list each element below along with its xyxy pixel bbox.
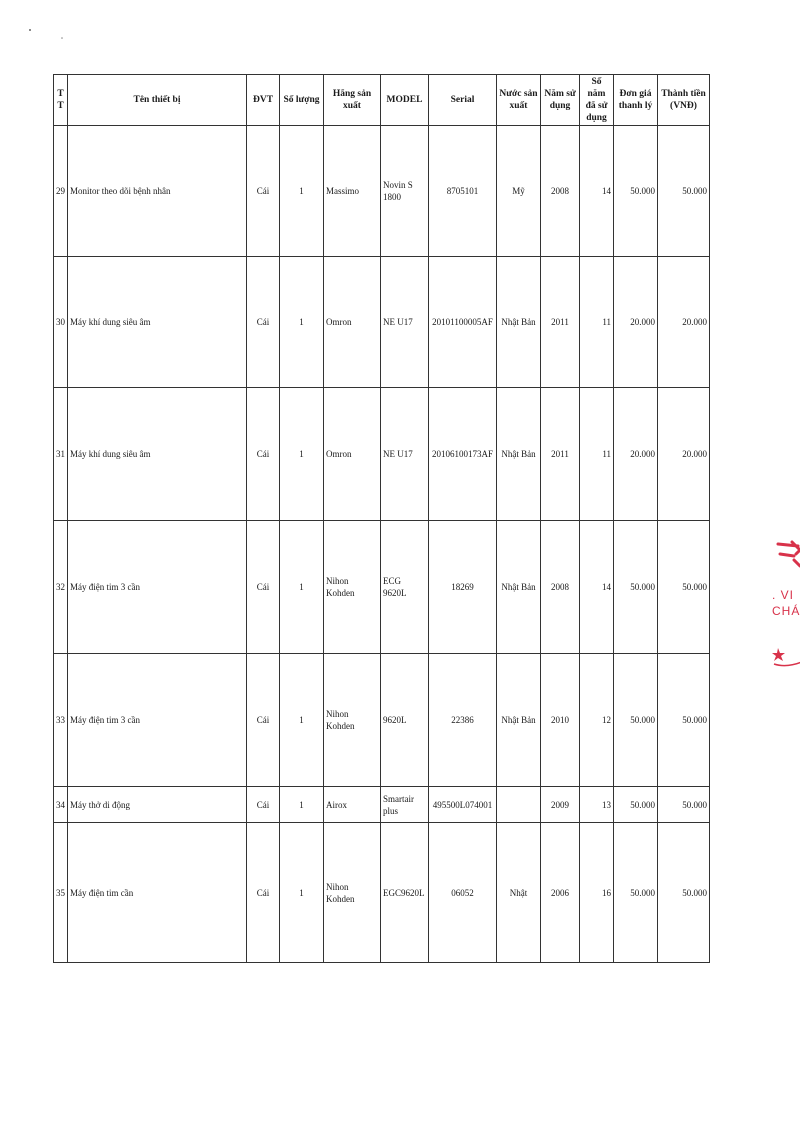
scan-specks <box>26 24 76 44</box>
cell-year: 2011 <box>541 388 580 521</box>
cell-serial: 20106100173AF <box>429 388 497 521</box>
cell-maker: Omron <box>324 257 381 388</box>
header-country: Nước sản xuất <box>497 75 541 126</box>
cell-unit: Cái <box>247 257 280 388</box>
cell-serial: 06052 <box>429 823 497 963</box>
cell-years-used: 12 <box>580 654 614 787</box>
red-seal-stamp <box>760 540 800 670</box>
cell-unit: Cái <box>247 521 280 654</box>
cell-unit-price: 20.000 <box>614 388 658 521</box>
table-row <box>54 654 710 787</box>
cell-unit-price: 50.000 <box>614 521 658 654</box>
cell-maker: Nihon Kohden <box>324 823 381 963</box>
cell-tt: 30 <box>54 257 68 388</box>
cell-years-used: 13 <box>580 787 614 823</box>
cell-years-used: 14 <box>580 521 614 654</box>
cell-name: Máy khí dung siêu âm <box>68 388 247 521</box>
cell-maker: Airox <box>324 787 381 823</box>
cell-years-used: 11 <box>580 388 614 521</box>
header-tt: T T <box>54 75 68 126</box>
header-year: Năm sử dụng <box>541 75 580 126</box>
cell-year: 2008 <box>541 126 580 257</box>
cell-unit-price: 50.000 <box>614 823 658 963</box>
header-name: Tên thiết bị <box>68 75 247 126</box>
header-model: MODEL <box>381 75 429 126</box>
cell-unit: Cái <box>247 823 280 963</box>
cell-name: Máy khí dung siêu âm <box>68 257 247 388</box>
cell-model: NE U17 <box>381 388 429 521</box>
cell-country: Nhật Bản <box>497 257 541 388</box>
cell-tt: 32 <box>54 521 68 654</box>
header-maker: Hãng sản xuất <box>324 75 381 126</box>
table-row <box>54 388 710 521</box>
cell-total: 50.000 <box>658 654 710 787</box>
cell-unit: Cái <box>247 787 280 823</box>
cell-serial: 22386 <box>429 654 497 787</box>
equipment-liquidation-table <box>53 74 710 963</box>
cell-tt: 33 <box>54 654 68 787</box>
cell-name: Máy điện tim 3 cần <box>68 654 247 787</box>
cell-qty: 1 <box>280 388 324 521</box>
cell-model: Smartair plus <box>381 787 429 823</box>
cell-tt: 29 <box>54 126 68 257</box>
cell-unit-price: 20.000 <box>614 257 658 388</box>
table-row <box>54 126 710 257</box>
table-row <box>54 257 710 388</box>
table-row <box>54 787 710 823</box>
cell-year: 2006 <box>541 823 580 963</box>
cell-unit: Cái <box>247 388 280 521</box>
cell-serial: 8705101 <box>429 126 497 257</box>
table-row <box>54 823 710 963</box>
cell-model: EGC9620L <box>381 823 429 963</box>
cell-serial: 20101100005AF <box>429 257 497 388</box>
cell-unit: Cái <box>247 126 280 257</box>
cell-unit-price: 50.000 <box>614 787 658 823</box>
cell-total: 50.000 <box>658 787 710 823</box>
cell-qty: 1 <box>280 654 324 787</box>
table-row <box>54 521 710 654</box>
cell-tt: 31 <box>54 388 68 521</box>
cell-name: Monitor theo dõi bệnh nhân <box>68 126 247 257</box>
cell-qty: 1 <box>280 126 324 257</box>
cell-serial: 495500L074001 <box>429 787 497 823</box>
cell-name: Máy điện tim cần <box>68 823 247 963</box>
cell-qty: 1 <box>280 823 324 963</box>
cell-year: 2008 <box>541 521 580 654</box>
cell-total: 20.000 <box>658 388 710 521</box>
cell-model: Novin S 1800 <box>381 126 429 257</box>
seal-text-line-1: . VI <box>772 588 795 602</box>
cell-country: Mỹ <box>497 126 541 257</box>
cell-name: Máy điện tim 3 cần <box>68 521 247 654</box>
header-unit-price: Đơn giá thanh lý <box>614 75 658 126</box>
seal-star-mark-icon <box>774 540 800 574</box>
cell-unit-price: 50.000 <box>614 126 658 257</box>
cell-unit-price: 50.000 <box>614 654 658 787</box>
cell-model: NE U17 <box>381 257 429 388</box>
cell-unit: Cái <box>247 654 280 787</box>
seal-text-line-2: CHÁ <box>772 604 800 618</box>
header-years-used: Số năm đã sử dụng <box>580 75 614 126</box>
cell-qty: 1 <box>280 521 324 654</box>
cell-maker: Omron <box>324 388 381 521</box>
cell-serial: 18269 <box>429 521 497 654</box>
cell-year: 2009 <box>541 787 580 823</box>
cell-total: 50.000 <box>658 521 710 654</box>
cell-country <box>497 787 541 823</box>
cell-model: 9620L <box>381 654 429 787</box>
cell-country: Nhật <box>497 823 541 963</box>
cell-total: 50.000 <box>658 126 710 257</box>
cell-qty: 1 <box>280 257 324 388</box>
cell-country: Nhật Bản <box>497 654 541 787</box>
cell-years-used: 14 <box>580 126 614 257</box>
header-unit: ĐVT <box>247 75 280 126</box>
cell-name: Máy thở di động <box>68 787 247 823</box>
header-qty: Số lượng <box>280 75 324 126</box>
cell-tt: 35 <box>54 823 68 963</box>
cell-years-used: 16 <box>580 823 614 963</box>
header-total: Thành tiền (VNĐ) <box>658 75 710 126</box>
cell-total: 50.000 <box>658 823 710 963</box>
cell-country: Nhật Bản <box>497 388 541 521</box>
cell-maker: Nihon Kohden <box>324 654 381 787</box>
cell-years-used: 11 <box>580 257 614 388</box>
cell-maker: Nihon Kohden <box>324 521 381 654</box>
cell-qty: 1 <box>280 787 324 823</box>
cell-year: 2011 <box>541 257 580 388</box>
cell-model: ECG 9620L <box>381 521 429 654</box>
cell-tt: 34 <box>54 787 68 823</box>
header-serial: Serial <box>429 75 497 126</box>
cell-year: 2010 <box>541 654 580 787</box>
cell-maker: Massimo <box>324 126 381 257</box>
table-header-row <box>54 75 710 126</box>
cell-country: Nhật Bản <box>497 521 541 654</box>
cell-total: 20.000 <box>658 257 710 388</box>
seal-star-icon <box>772 644 800 668</box>
